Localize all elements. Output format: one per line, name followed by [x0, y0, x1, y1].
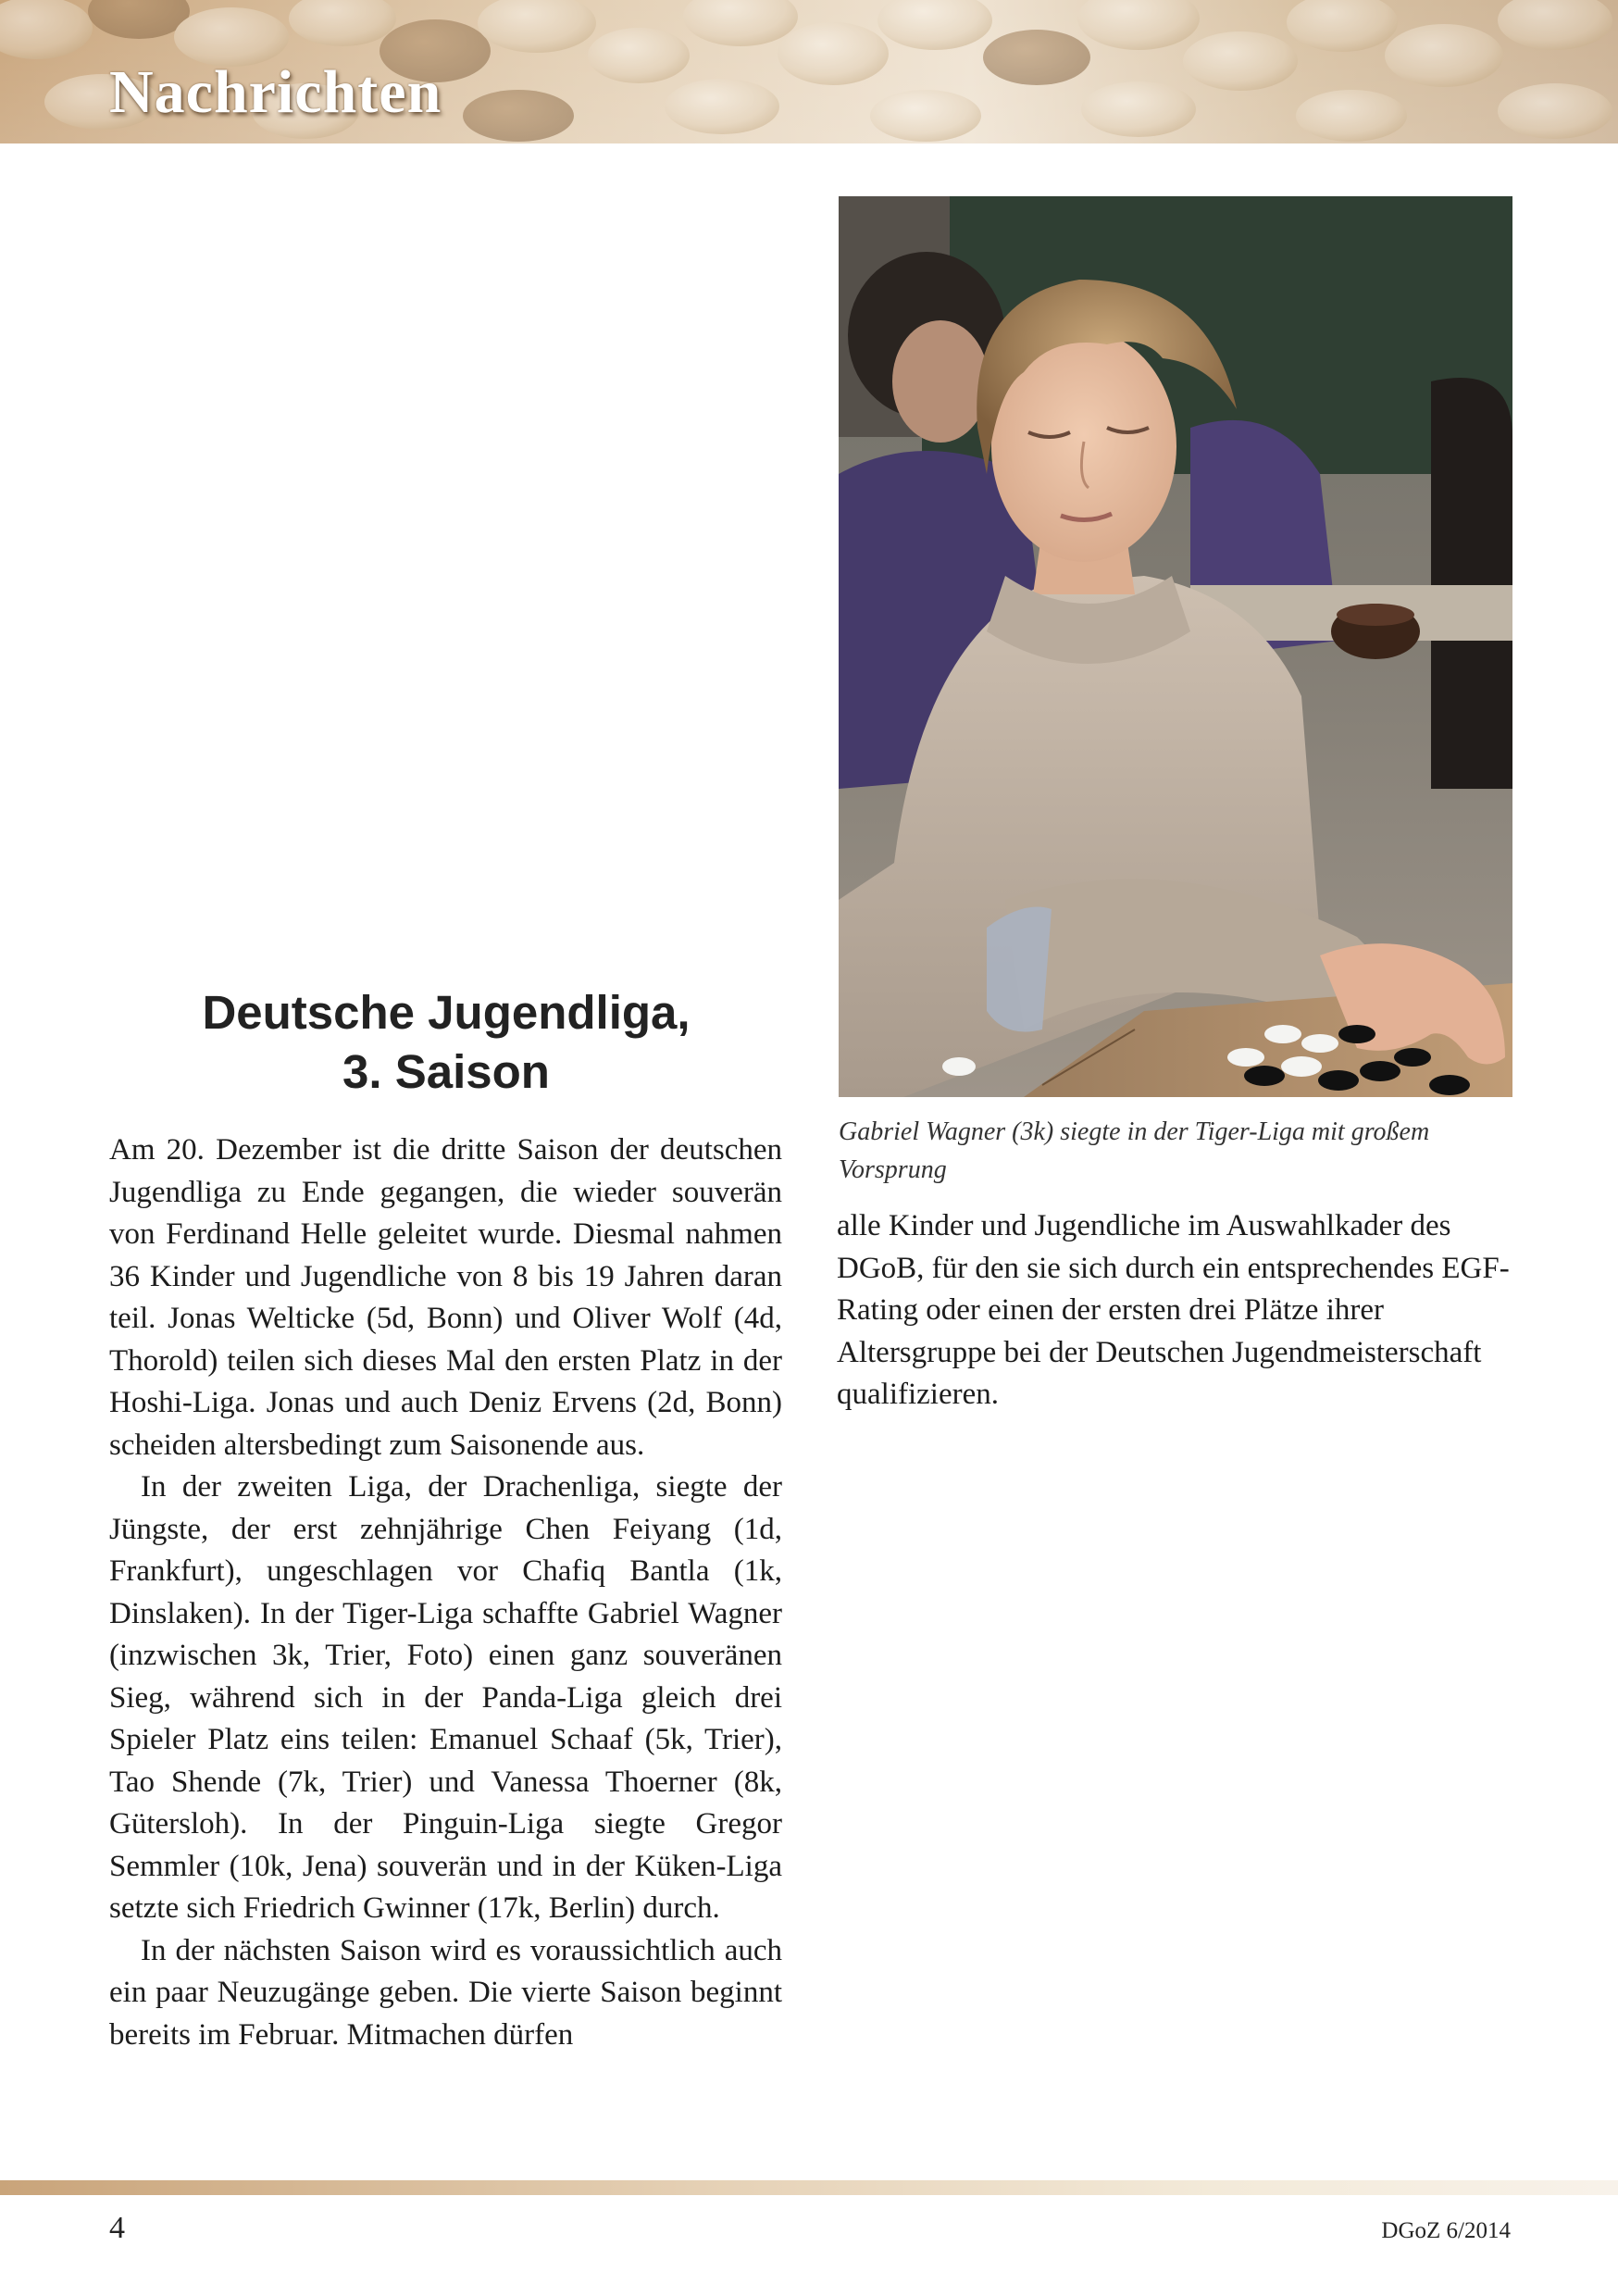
article-title-line-2: 3. Saison [342, 1045, 550, 1098]
article-title [111, 983, 781, 1102]
article-paragraph-3: In der nächsten Saison wird es voraussichtlich auch ein paar Neuzugänge geben. Die vierte Saison beginnt bereits im Februar. Mitmachen dürfen [109, 1933, 782, 2052]
photo-caption: Gabriel Wagner (3k) siegte in der Tiger-Liga mit großem Vorsprung [839, 1117, 1430, 1184]
article-paragraph-1: Am 20. Dezember ist die dritte Saison der deutschen Jugendliga zu Ende gegangen, die wieder souverän von Ferdinand Helle geleitet wurde. Diesmal nahmen 36 Kinder und Jugendliche von 8 bis 19 Jahren daran teil. Jonas Welticke (5d, Bonn) und Oliver Wolf (4d, Thorold) teilen sich dieses Mal den ersten Platz in der Hoshi-Liga. Jonas und auch Deniz Ervens (2d, Bonn) scheiden altersbedingt zum Saisonende aus. [109, 1133, 782, 1462]
article-paragraph-3-continued: alle Kinder und Jugendliche im Auswahlkader des DGoB, für den sie sich durch ein entsprechendes EGF-Rating oder einen der ersten drei Plätze ihrer Altersgruppe bei der Deutschen Jugendmeisterschaft qualifizieren. [837, 1209, 1510, 1411]
article-column-left [109, 1129, 782, 2056]
header-banner [0, 0, 1618, 144]
issue-label: DGoZ 6/2014 [1381, 2218, 1511, 2243]
page-number: 4 [109, 2211, 125, 2245]
section-title: Nachrichten [109, 58, 442, 126]
article-photo [839, 196, 1512, 1097]
article-paragraph-2: In der zweiten Liga, der Drachenliga, siegte der Jüngste, der erst zehnjährige Chen Feiyang (1d, Frankfurt), ungeschlagen vor Chafiq Bantla (1k, Dinslaken). In der Tiger-Liga schaffte Gabriel Wagner (inzwischen 3k, Trier, Foto) einen ganz souveränen Sieg, während sich in der Panda-Liga gleich drei Spieler Platz eins teilen: Emanuel Schaaf (5k, Trier), Tao Shende (7k, Trier) und Vanessa Thoerner (8k, Gütersloh). In der Pinguin-Liga siegte Gregor Semmler (10k, Jena) souverän und in der Küken-Liga setzte sich Friedrich Gwinner (17k, Berlin) durch. [109, 1470, 782, 1925]
photo-boy-playing-go [839, 196, 1512, 1097]
article-column-right [837, 1205, 1511, 1416]
footer-rule [0, 2180, 1618, 2195]
article-title-line-1: Deutsche Jugendliga, [202, 986, 691, 1039]
